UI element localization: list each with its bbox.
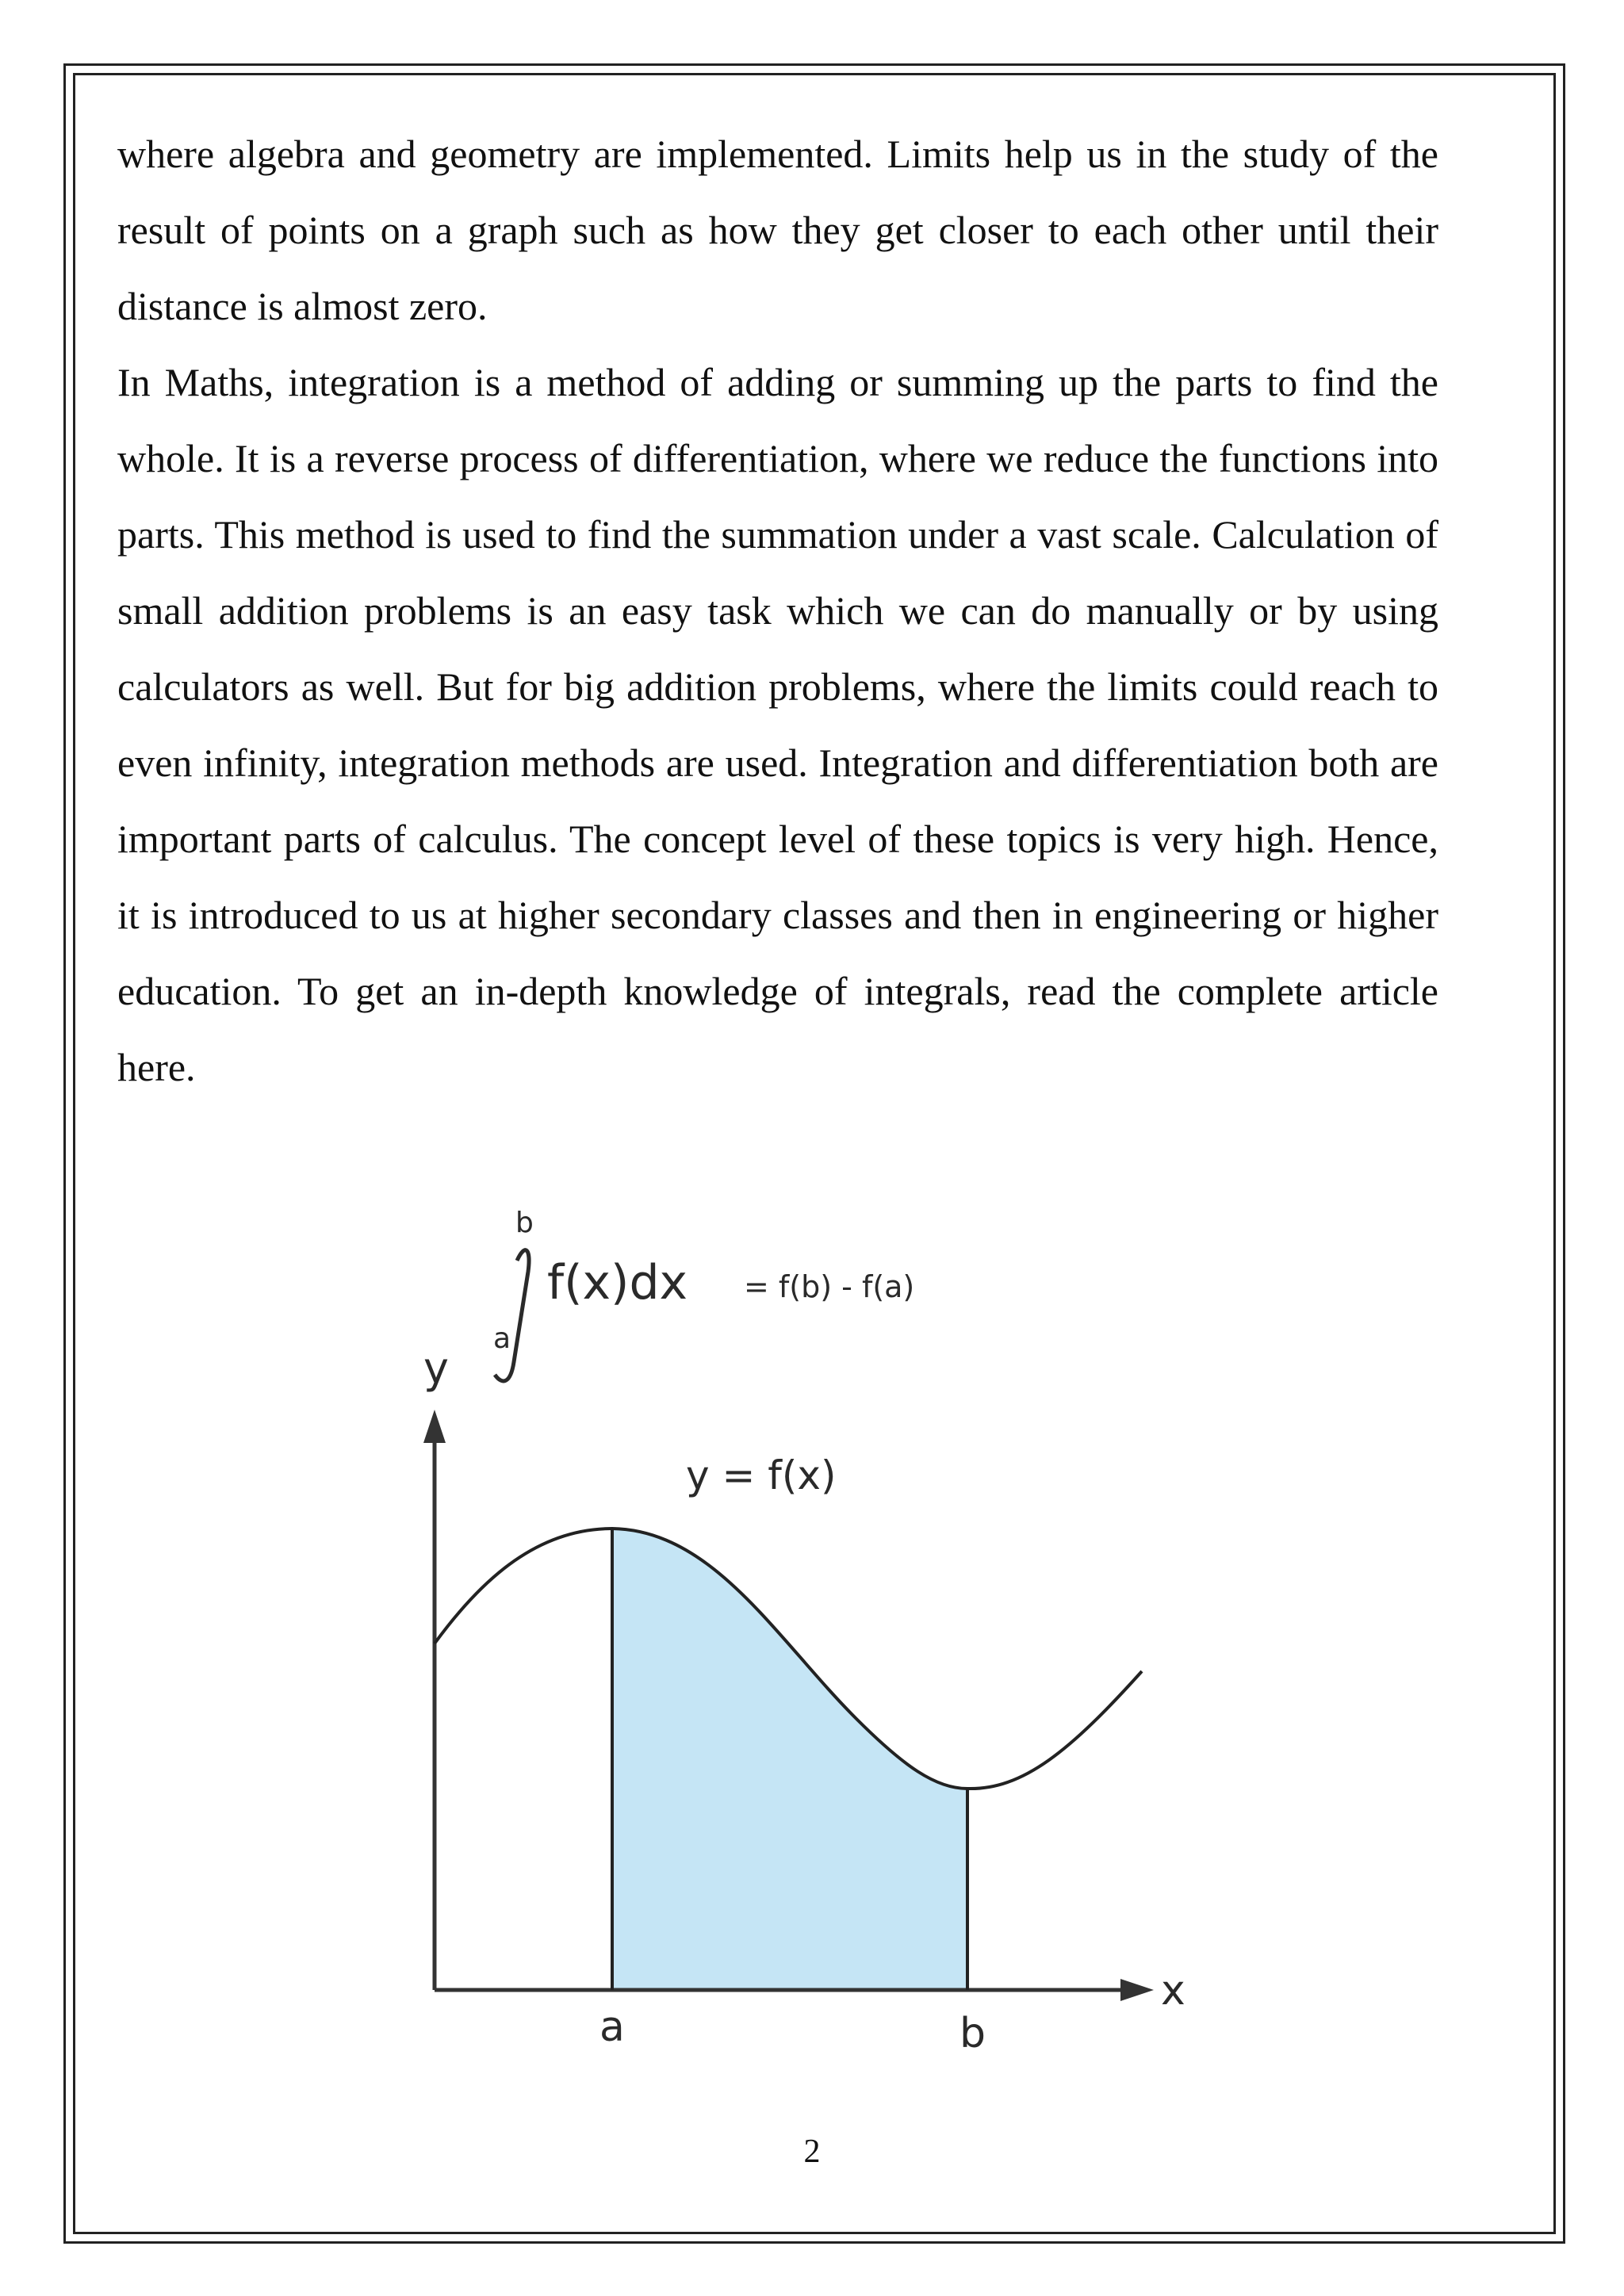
integral-result: = f(b) - f(a) <box>744 1269 915 1304</box>
x-axis-arrow-icon <box>1120 1979 1154 2001</box>
curve-label: y = f(x) <box>686 1452 837 1498</box>
paragraph-1: where algebra and geometry are implemented. Limits help us in the study of the result of points on a graph such as how they get closer to each other until their distance is almost zero. <box>117 132 1438 328</box>
paragraph-2: In Maths, integration is a method of adding or summing up the parts to find the whole. It is a reverse process of differentiation, where we reduce the functions into parts. This method is used to find the summation under a vast scale. Calculation of small addition problems is an easy task which we can do manually or by using calculators as well. But for big addition problems, where the limits could reach to even infinity, integration methods are used. Integration and differentiation both are important parts of calculus. The concept level of these topics is very high. Hence, it is introduced to us at higher secondary classes and then in engineering or higher education. To get an in-depth knowledge of integrals, read the complete article here. <box>117 360 1438 1089</box>
integral-figure <box>412 1196 1221 2068</box>
y-axis-arrow-icon <box>423 1410 446 1443</box>
lower-bound-label: a <box>599 2003 625 2051</box>
integral-sign-icon <box>495 1250 529 1381</box>
y-axis-label: y <box>423 1343 449 1393</box>
body-text <box>117 116 1438 1105</box>
shaded-area <box>612 1529 967 1990</box>
integral-lower-limit: a <box>493 1322 511 1355</box>
upper-bound-label: b <box>959 2010 986 2057</box>
integrand: f(x)dx <box>547 1255 688 1311</box>
integral-upper-limit: b <box>515 1207 534 1239</box>
page-number: 2 <box>803 2133 821 2170</box>
x-axis-label: x <box>1161 1967 1185 2015</box>
integral-diagram <box>412 1196 1221 2068</box>
